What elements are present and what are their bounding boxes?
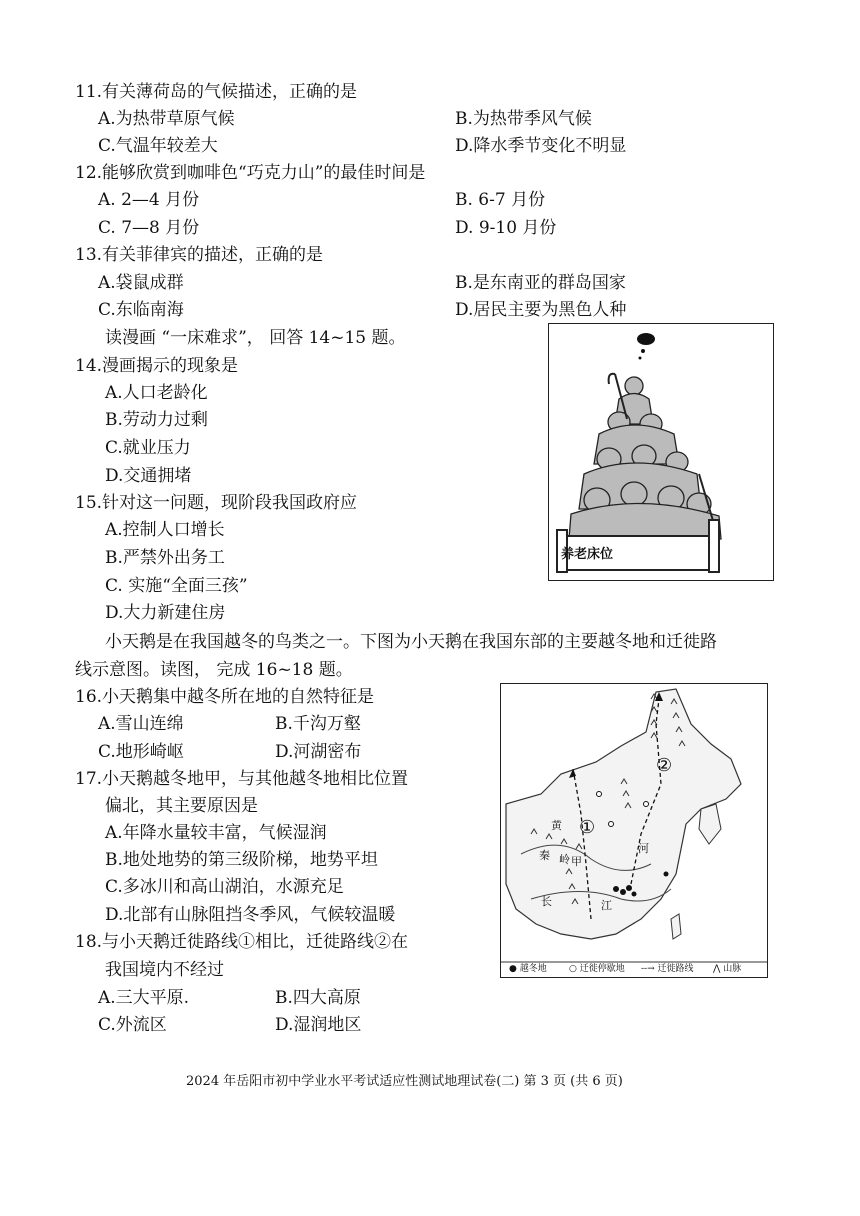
q17-option-a: A.年降水量较丰富，气候湿润 (105, 823, 327, 843)
q14-option-a: A.人口老龄化 (105, 383, 208, 403)
q16-option-d: D.河湖密布 (275, 742, 362, 762)
legend-mountain: ⋀ 山脉 (713, 964, 742, 974)
map-label-jia: 甲 (571, 855, 582, 868)
q17-option-b: B.地处地势的第三级阶梯，地势平坦 (105, 850, 378, 870)
q15-stem: 15.针对这一问题，现阶段我国政府应 (75, 493, 358, 513)
map-label-huang: 黄 (551, 819, 562, 832)
q14-stem: 14.漫画揭示的现象是 (75, 356, 239, 376)
swan-migration-map (500, 683, 768, 978)
q11-stem: 11.有关薄荷岛的气候描述，正确的是 (75, 82, 358, 102)
q12-option-b: B. 6-7 月份 (455, 190, 546, 210)
q13-option-b: B.是东南亚的群岛国家 (455, 273, 626, 293)
q14-option-d: D.交通拥堵 (105, 466, 192, 486)
map-label-jiang: 江 (601, 899, 612, 912)
map-drawing (501, 684, 767, 977)
q11-option-b: B.为热带季风气候 (455, 109, 592, 129)
legend-rest: ○ 迁徙停歇地 (569, 964, 625, 974)
q17-stem-line2: 偏北，其主要原因是 (105, 796, 258, 816)
q16-stem: 16.小天鹅集中越冬所在地的自然特征是 (75, 687, 375, 707)
q12-option-a: A. 2—4 月份 (98, 190, 200, 210)
q13-option-c: C.东临南海 (98, 300, 184, 320)
q15-option-d: D.大力新建住房 (105, 603, 226, 623)
route2-label: ② (656, 755, 673, 776)
q14-option-c: C.就业压力 (105, 438, 191, 458)
cartoon-intro: 读漫画 “一床难求”， 回答 14~15 题。 (105, 328, 406, 348)
q13-stem: 13.有关菲律宾的描述，正确的是 (75, 245, 324, 265)
q14-option-b: B.劳动力过剩 (105, 410, 208, 430)
q18-stem-line1: 18.与小天鹅迁徙路线①相比，迁徙路线②在 (75, 932, 409, 952)
swan-intro-line2: 线示意图。读图， 完成 16~18 题。 (75, 660, 353, 680)
q18-option-a: A.三大平原. (98, 988, 190, 1008)
q17-option-c: C.多冰川和高山湖泊，水源充足 (105, 877, 344, 897)
q18-option-c: C.外流区 (98, 1015, 167, 1035)
q12-option-c: C. 7—8 月份 (98, 218, 200, 238)
q13-option-d: D.居民主要为黑色人种 (455, 300, 627, 320)
map-label-chang: 长 (541, 895, 552, 908)
q15-option-b: B.严禁外出务工 (105, 548, 225, 568)
map-label-he: 河 (638, 842, 649, 855)
q18-option-b: B.四大高原 (275, 988, 361, 1008)
q15-option-a: A.控制人口增长 (105, 520, 225, 540)
swan-intro-line1: 小天鹅是在我国越冬的鸟类之一。下图为小天鹅在我国东部的主要越冬地和迁徙路 (105, 632, 717, 652)
q15-option-c: C. 实施“全面三孩” (105, 576, 248, 596)
q11-option-a: A.为热带草原气候 (98, 109, 235, 129)
q16-option-b: B.千沟万壑 (275, 714, 361, 734)
map-label-qin: 秦 (539, 849, 550, 862)
q11-option-c: C.气温年较差大 (98, 136, 218, 156)
q11-option-d: D.降水季节变化不明显 (455, 136, 627, 156)
q18-stem-line2: 我国境内不经过 (105, 960, 224, 980)
q16-option-c: C.地形崎岖 (98, 742, 184, 762)
q17-stem-line1: 17.小天鹅越冬地甲，与其他越冬地相比位置 (75, 769, 409, 789)
q12-option-d: D. 9-10 月份 (455, 218, 557, 238)
route1-label: ① (579, 817, 596, 838)
map-label-ling: 岭 (559, 853, 570, 866)
q17-option-d: D.北部有山脉阻挡冬季风，气候较温暖 (105, 905, 396, 925)
q18-option-d: D.湿润地区 (275, 1015, 362, 1035)
q13-option-a: A.袋鼠成群 (98, 273, 184, 293)
q12-stem: 12.能够欣赏到咖啡色“巧克力山”的最佳时间是 (75, 163, 426, 183)
page-footer: 2024 年岳阳市初中学业水平考试适应性测试地理试卷(二) 第 3 页 (共 6 页) (186, 1074, 623, 1089)
legend-route: --→ 迁徙路线 (641, 964, 694, 974)
cartoon-figure (548, 323, 774, 581)
cartoon-sign: 养老床位 (561, 547, 614, 562)
cartoon-drawing (549, 324, 773, 580)
legend-winter: ● 越冬地 (509, 964, 547, 974)
q16-option-a: A.雪山连绵 (98, 714, 184, 734)
